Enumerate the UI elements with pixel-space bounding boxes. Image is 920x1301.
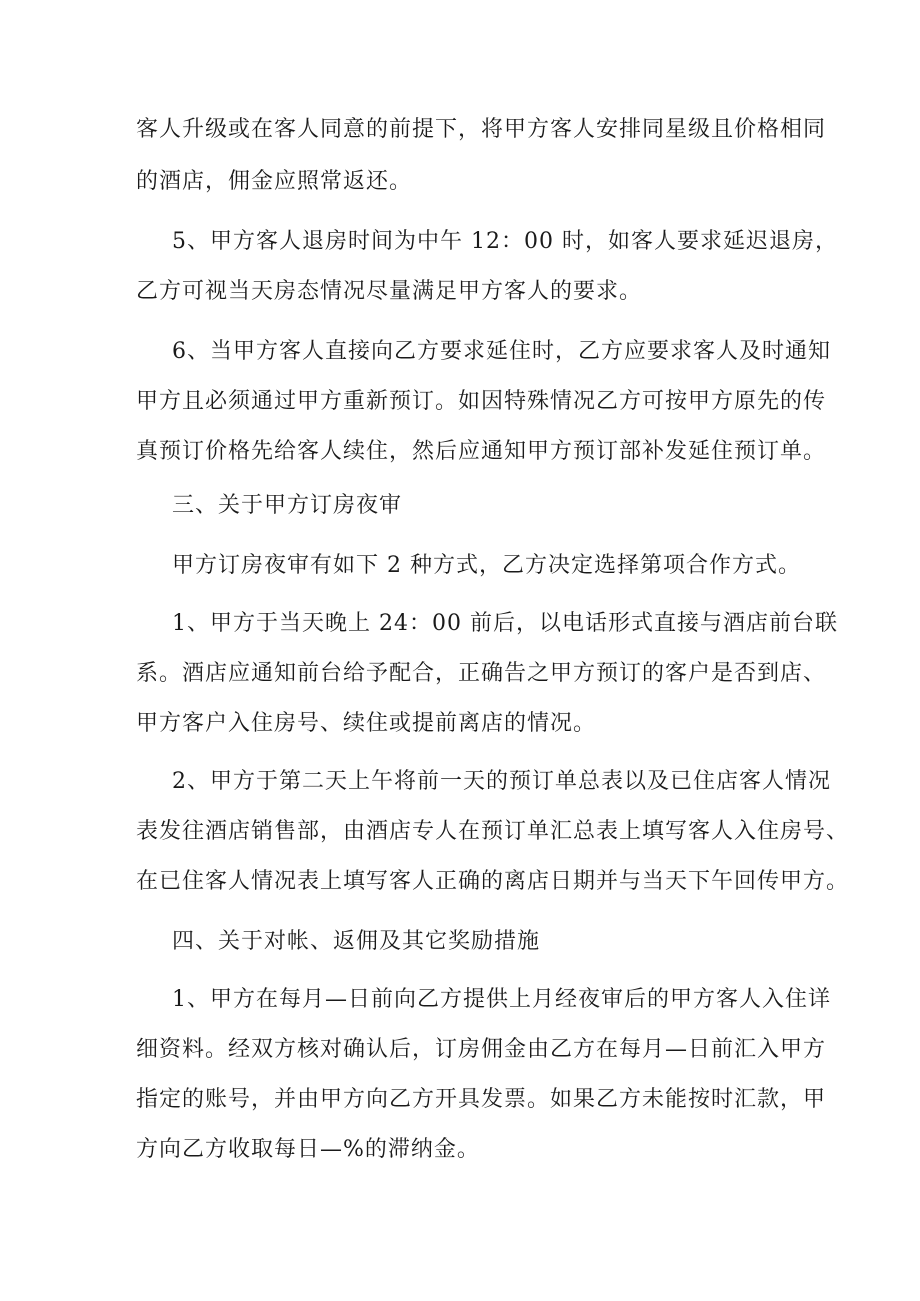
text-line: 甲方客户入住房号、续住或提前离店的情况。	[136, 711, 597, 736]
text-line: 在已住客人情况表上填写客人正确的离店日期并与当天下午回传甲方。	[136, 869, 850, 894]
text-line: 系。酒店应通知前台给予配合，正确告之甲方预订的客户是否到店、	[136, 661, 827, 686]
text-line: 1、甲方在每月—日前向乙方提供上月经夜审后的甲方客人入住详	[172, 987, 831, 1012]
text-line: 细资料。经双方核对确认后，订房佣金由乙方在每月—日前汇入甲方	[136, 1037, 827, 1062]
text-line: 的酒店，佣金应照常返还。	[136, 169, 413, 194]
text-line: 乙方可视当天房态情况尽量满足甲方客人的要求。	[136, 279, 643, 304]
section-heading: 三、关于甲方订房夜审	[172, 493, 403, 518]
text-line: 指定的账号，并由甲方向乙方开具发票。如果乙方未能按时汇款，甲	[136, 1087, 827, 1112]
text-line: 6、当甲方客人直接向乙方要求延住时，乙方应要求客人及时通知	[172, 339, 831, 364]
text-line: 甲方订房夜审有如下 2 种方式，乙方决定选择第项合作方式。	[172, 553, 801, 578]
text-line: 5、甲方客人退房时间为中午 12：00 时，如客人要求延迟退房，	[172, 229, 838, 254]
section-heading: 四、关于对帐、返佣及其它奖励措施	[172, 929, 541, 954]
text-line: 2、甲方于第二天上午将前一天的预订单总表以及已住店客人情况	[172, 769, 831, 794]
text-line: 甲方且必须通过甲方重新预订。如因特殊情况乙方可按甲方原先的传	[136, 389, 827, 414]
text-line: 方向乙方收取每日—%的滞纳金。	[136, 1137, 480, 1162]
text-line: 客人升级或在客人同意的前提下，将甲方客人安排同星级且价格相同	[136, 117, 827, 142]
text-line: 表发往酒店销售部，由酒店专人在预订单汇总表上填写客人入住房号、	[136, 819, 850, 844]
text-line: 真预订价格先给客人续住，然后应通知甲方预订部补发延住预订单。	[136, 439, 827, 464]
text-line: 1、甲方于当天晚上 24：00 前后，以电话形式直接与酒店前台联	[172, 611, 838, 636]
